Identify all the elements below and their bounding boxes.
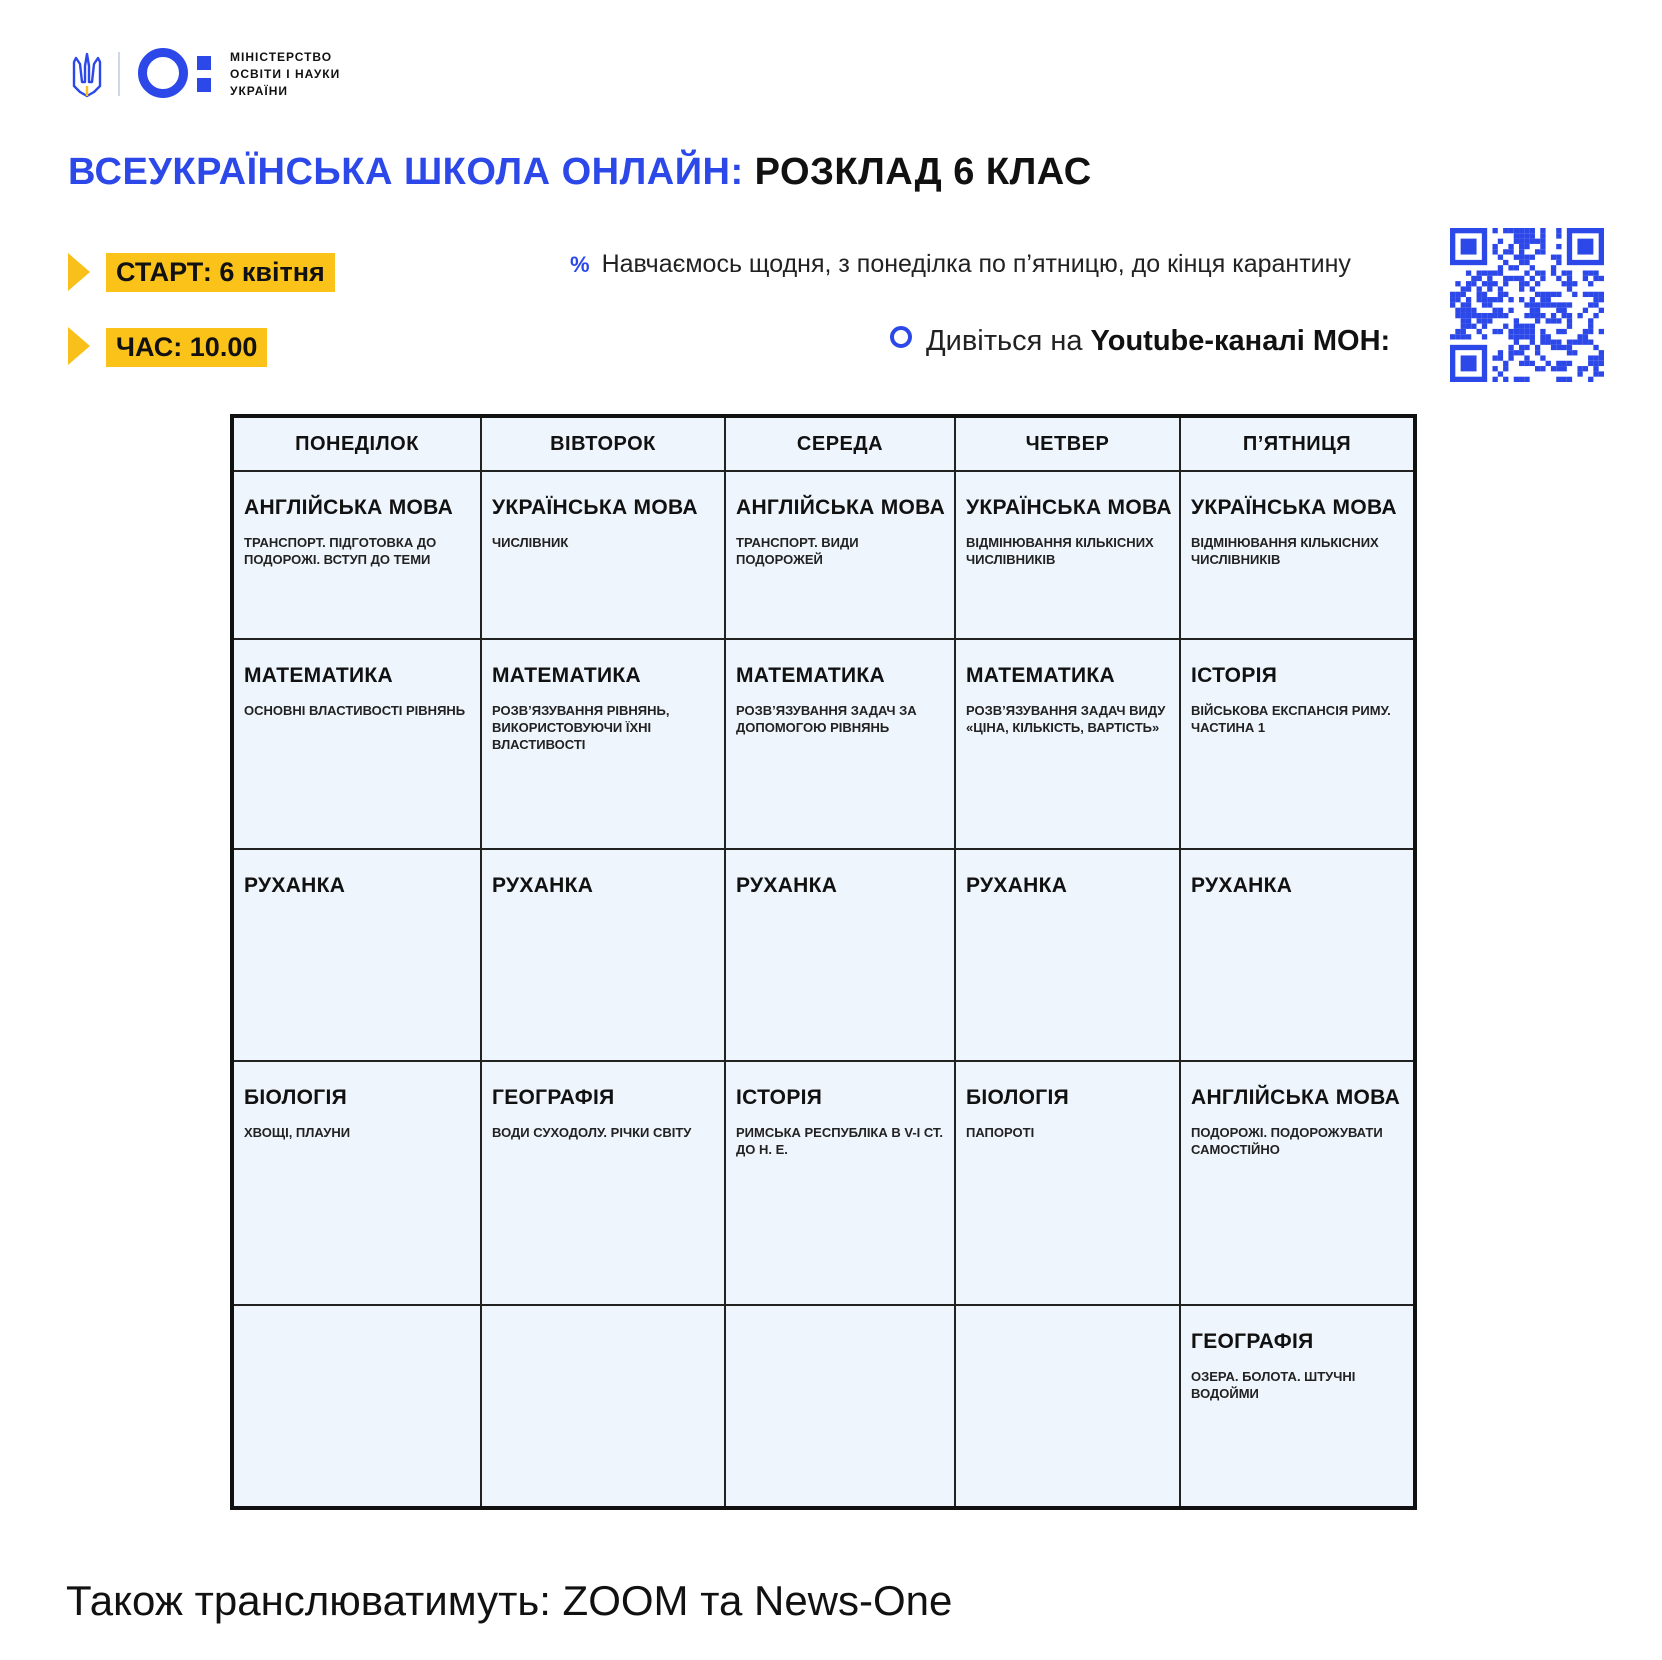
lesson-subject: АНГЛІЙСЬКА МОВА bbox=[1191, 1086, 1401, 1109]
lesson-topic: ВІЙСЬКОВА ЕКСПАНСІЯ РИМУ. ЧАСТИНА 1 bbox=[1191, 703, 1391, 735]
lesson-cell bbox=[1181, 1306, 1413, 1506]
lesson-topic: РОЗВ’ЯЗУВАННЯ РІВНЯНЬ, ВИКОРИСТОВУЮЧИ ЇХНІ ВЛАСТИВОСТІ bbox=[492, 703, 670, 752]
lesson-topic: ВОДИ СУХОДОЛУ. РІЧКИ СВІТУ bbox=[492, 1125, 692, 1140]
day-header: СЕРЕДА bbox=[726, 418, 956, 472]
lesson-topic: РОЗВ’ЯЗУВАННЯ ЗАДАЧ ВИДУ «ЦІНА, КІЛЬКІСТЬ, ВАРТІСТЬ» bbox=[966, 703, 1166, 735]
lesson-cell bbox=[482, 1062, 726, 1306]
lesson-subject: БІОЛОГІЯ bbox=[966, 1086, 1070, 1109]
lesson-cell bbox=[482, 850, 726, 1062]
lesson-topic: РОЗВ’ЯЗУВАННЯ ЗАДАЧ ЗА ДОПОМОГОЮ РІВНЯНЬ bbox=[736, 703, 917, 735]
lesson-cell bbox=[234, 472, 482, 640]
lesson-cell bbox=[726, 850, 956, 1062]
page-title bbox=[68, 151, 1092, 194]
lesson-topic: ЧИСЛІВНИК bbox=[492, 535, 569, 550]
lesson-cell bbox=[726, 640, 956, 850]
lesson-subject: МАТЕМАТИКА bbox=[736, 664, 885, 687]
daily-info-text: Навчаємось щодня, з понеділка по п’ятницю, до кінця карантину bbox=[601, 250, 1351, 278]
ring-bullet-icon bbox=[890, 326, 912, 348]
title-main: РОЗКЛАД 6 КЛАС bbox=[754, 151, 1092, 193]
ministry-name-line: УКРАЇНИ bbox=[230, 84, 289, 98]
ministry-name-line: МІНІСТЕРСТВО bbox=[230, 50, 333, 64]
lesson-cell bbox=[956, 640, 1181, 850]
lesson-topic: ТРАНСПОРТ. ПІДГОТОВКА ДО ПОДОРОЖІ. ВСТУП ДО ТЕМИ bbox=[244, 535, 437, 567]
lesson-topic: ОЗЕРА. БОЛОТА. ШТУЧНІ ВОДОЙМИ bbox=[1191, 1369, 1356, 1401]
lesson-subject: РУХАНКА bbox=[244, 874, 346, 897]
lesson-topic: ХВОЩІ, ПЛАУНИ bbox=[244, 1125, 351, 1140]
lesson-topic: ТРАНСПОРТ. ВИДИ ПОДОРОЖЕЙ bbox=[736, 535, 859, 567]
lesson-subject: УКРАЇНСЬКА МОВА bbox=[492, 496, 698, 519]
day-header: ЧЕТВЕР bbox=[956, 418, 1181, 472]
lesson-topic: ПОДОРОЖІ. ПОДОРОЖУВАТИ САМОСТІЙНО bbox=[1191, 1125, 1383, 1157]
lesson-subject: РУХАНКА bbox=[492, 874, 594, 897]
start-badge: СТАРТ: 6 квітня bbox=[106, 253, 335, 292]
lesson-topic: РИМСЬКА РЕСПУБЛІКА В V-І СТ. ДО Н. Е. bbox=[736, 1125, 944, 1157]
lesson-cell bbox=[1181, 472, 1413, 640]
lesson-cell bbox=[956, 850, 1181, 1062]
lesson-subject: ГЕОГРАФІЯ bbox=[492, 1086, 615, 1109]
ministry-logo-square bbox=[197, 56, 211, 70]
lesson-cell bbox=[726, 1306, 956, 1506]
lesson-cell bbox=[234, 1306, 482, 1506]
lesson-cell bbox=[956, 472, 1181, 640]
lesson-cell bbox=[1181, 640, 1413, 850]
footer-broadcast-note: Також транслюватимуть: ZOOM та News-One bbox=[66, 1577, 953, 1624]
lesson-subject: БІОЛОГІЯ bbox=[244, 1086, 348, 1109]
ministry-name bbox=[230, 49, 340, 100]
lesson-cell bbox=[234, 1062, 482, 1306]
lesson-subject: РУХАНКА bbox=[736, 874, 838, 897]
youtube-channel-label: Youtube-каналі МОН: bbox=[1090, 325, 1391, 357]
lesson-subject: ІСТОРІЯ bbox=[1191, 664, 1278, 687]
logo-divider bbox=[118, 52, 120, 96]
lesson-cell bbox=[726, 1062, 956, 1306]
day-header: ПОНЕДІЛОК bbox=[234, 418, 482, 472]
lesson-cell bbox=[956, 1306, 1181, 1506]
daily-info bbox=[570, 250, 1351, 279]
lesson-subject: МАТЕМАТИКА bbox=[492, 664, 641, 687]
lesson-subject: МАТЕМАТИКА bbox=[966, 664, 1115, 687]
lesson-subject: УКРАЇНСЬКА МОВА bbox=[966, 496, 1172, 519]
schedule-table bbox=[230, 414, 1417, 1510]
lesson-topic: ОСНОВНІ ВЛАСТИВОСТІ РІВНЯНЬ bbox=[244, 703, 466, 718]
lesson-topic: ВІДМІНЮВАННЯ КІЛЬКІСНИХ ЧИСЛІВНИКІВ bbox=[1191, 535, 1379, 567]
lesson-subject: ІСТОРІЯ bbox=[736, 1086, 823, 1109]
title-highlight: ВСЕУКРАЇНСЬКА ШКОЛА ОНЛАЙН: bbox=[68, 151, 744, 193]
lesson-cell bbox=[1181, 850, 1413, 1062]
lesson-topic: ПАПОРОТІ bbox=[966, 1125, 1035, 1140]
lesson-cell bbox=[726, 472, 956, 640]
lesson-topic: ВІДМІНЮВАННЯ КІЛЬКІСНИХ ЧИСЛІВНИКІВ bbox=[966, 535, 1154, 567]
day-header: ВІВТОРОК bbox=[482, 418, 726, 472]
lesson-subject: РУХАНКА bbox=[966, 874, 1068, 897]
lesson-subject: АНГЛІЙСЬКА МОВА bbox=[736, 496, 946, 519]
lesson-cell bbox=[956, 1062, 1181, 1306]
ministry-logo-ring bbox=[138, 48, 188, 98]
start-arrow-icon bbox=[68, 253, 90, 291]
trident-emblem-icon bbox=[70, 52, 104, 98]
lesson-cell bbox=[482, 1306, 726, 1506]
lesson-subject: МАТЕМАТИКА bbox=[244, 664, 393, 687]
watch-prefix: Дивіться на bbox=[926, 325, 1083, 357]
day-header: П’ЯТНИЦЯ bbox=[1181, 418, 1413, 472]
time-badge: ЧАС: 10.00 bbox=[106, 328, 267, 367]
lesson-cell bbox=[234, 850, 482, 1062]
ministry-logo-square bbox=[197, 78, 211, 92]
lesson-cell bbox=[482, 472, 726, 640]
youtube-info bbox=[890, 325, 1390, 358]
lesson-subject: РУХАНКА bbox=[1191, 874, 1293, 897]
lesson-cell bbox=[1181, 1062, 1413, 1306]
lesson-cell bbox=[482, 640, 726, 850]
lesson-cell bbox=[234, 640, 482, 850]
ministry-name-line: ОСВІТИ І НАУКИ bbox=[230, 67, 341, 81]
lesson-subject: УКРАЇНСЬКА МОВА bbox=[1191, 496, 1397, 519]
lesson-subject: ГЕОГРАФІЯ bbox=[1191, 1330, 1314, 1353]
time-arrow-icon bbox=[68, 327, 90, 365]
lesson-subject: АНГЛІЙСЬКА МОВА bbox=[244, 496, 454, 519]
percent-icon: % bbox=[570, 252, 590, 277]
qr-code-icon[interactable] bbox=[1450, 228, 1604, 382]
